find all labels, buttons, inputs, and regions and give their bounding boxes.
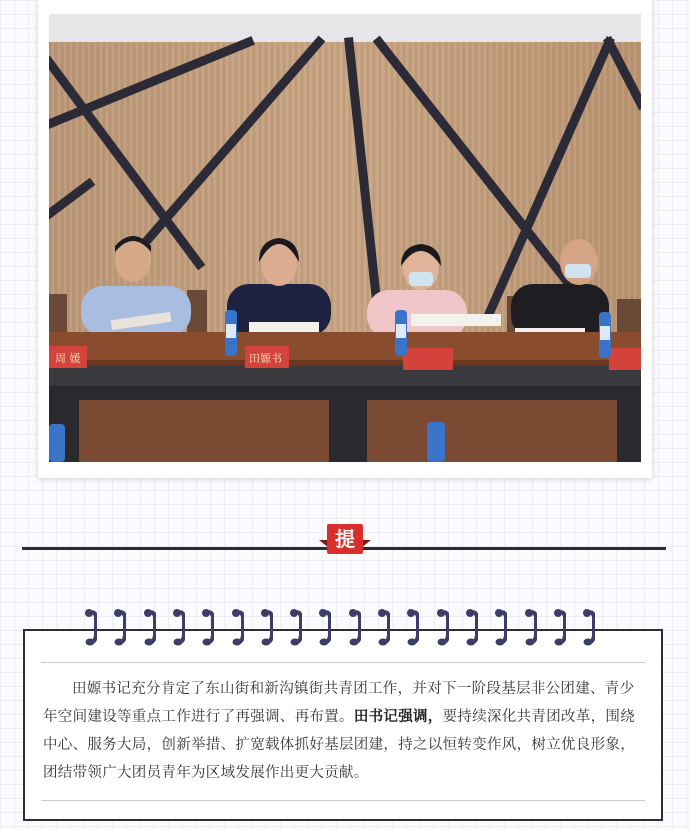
spiral-ring xyxy=(260,608,273,646)
spiral-ring xyxy=(113,608,126,646)
badge-char: 提 xyxy=(327,524,363,554)
photo-card xyxy=(38,0,652,478)
spiral-ring xyxy=(289,608,302,646)
spiral-ring xyxy=(231,608,244,646)
spiral-ring xyxy=(406,608,419,646)
paragraph-text-2: 要持续深化共青团改革，围绕中心、服务大局，创新举措、扩宽载体抓好基层团建，持之以恒转变作风，树立优良形象，团结带领广大团员青年为区域发展作出更大贡献。 xyxy=(43,709,636,781)
spiral-ring xyxy=(143,608,156,646)
spiral-ring xyxy=(348,608,361,646)
name-card-2: 田嫄书 xyxy=(249,352,282,365)
spiral-ring xyxy=(494,608,507,646)
spiral-ring xyxy=(84,608,97,646)
spiral-ring xyxy=(553,608,566,646)
notebook-rule-bottom xyxy=(41,800,645,801)
spiral-ring xyxy=(377,608,390,646)
paragraph-emphasis: 田书记强调， xyxy=(353,709,443,725)
meeting-photo xyxy=(49,14,641,462)
spiral-ring xyxy=(318,608,331,646)
spiral-ring xyxy=(172,608,185,646)
spiral-ring xyxy=(201,608,214,646)
spiral-ring xyxy=(465,608,478,646)
spiral-ring xyxy=(436,608,449,646)
paragraph-text-1: 田嫄书记充分肯定了东山街和新沟镇街共青团工作，并对下一阶段基层非公团建、青少年空间建设等重点工作进行了再强调、再布置。 xyxy=(43,681,635,725)
spiral-rings xyxy=(84,608,604,648)
name-card-1: 周 媛 xyxy=(55,352,81,365)
notebook-paragraph xyxy=(43,675,645,787)
spiral-ring xyxy=(582,608,595,646)
notebook-box xyxy=(23,629,663,821)
notebook-rule-top xyxy=(41,662,645,663)
ti-badge xyxy=(319,524,371,554)
spiral-ring xyxy=(524,608,537,646)
